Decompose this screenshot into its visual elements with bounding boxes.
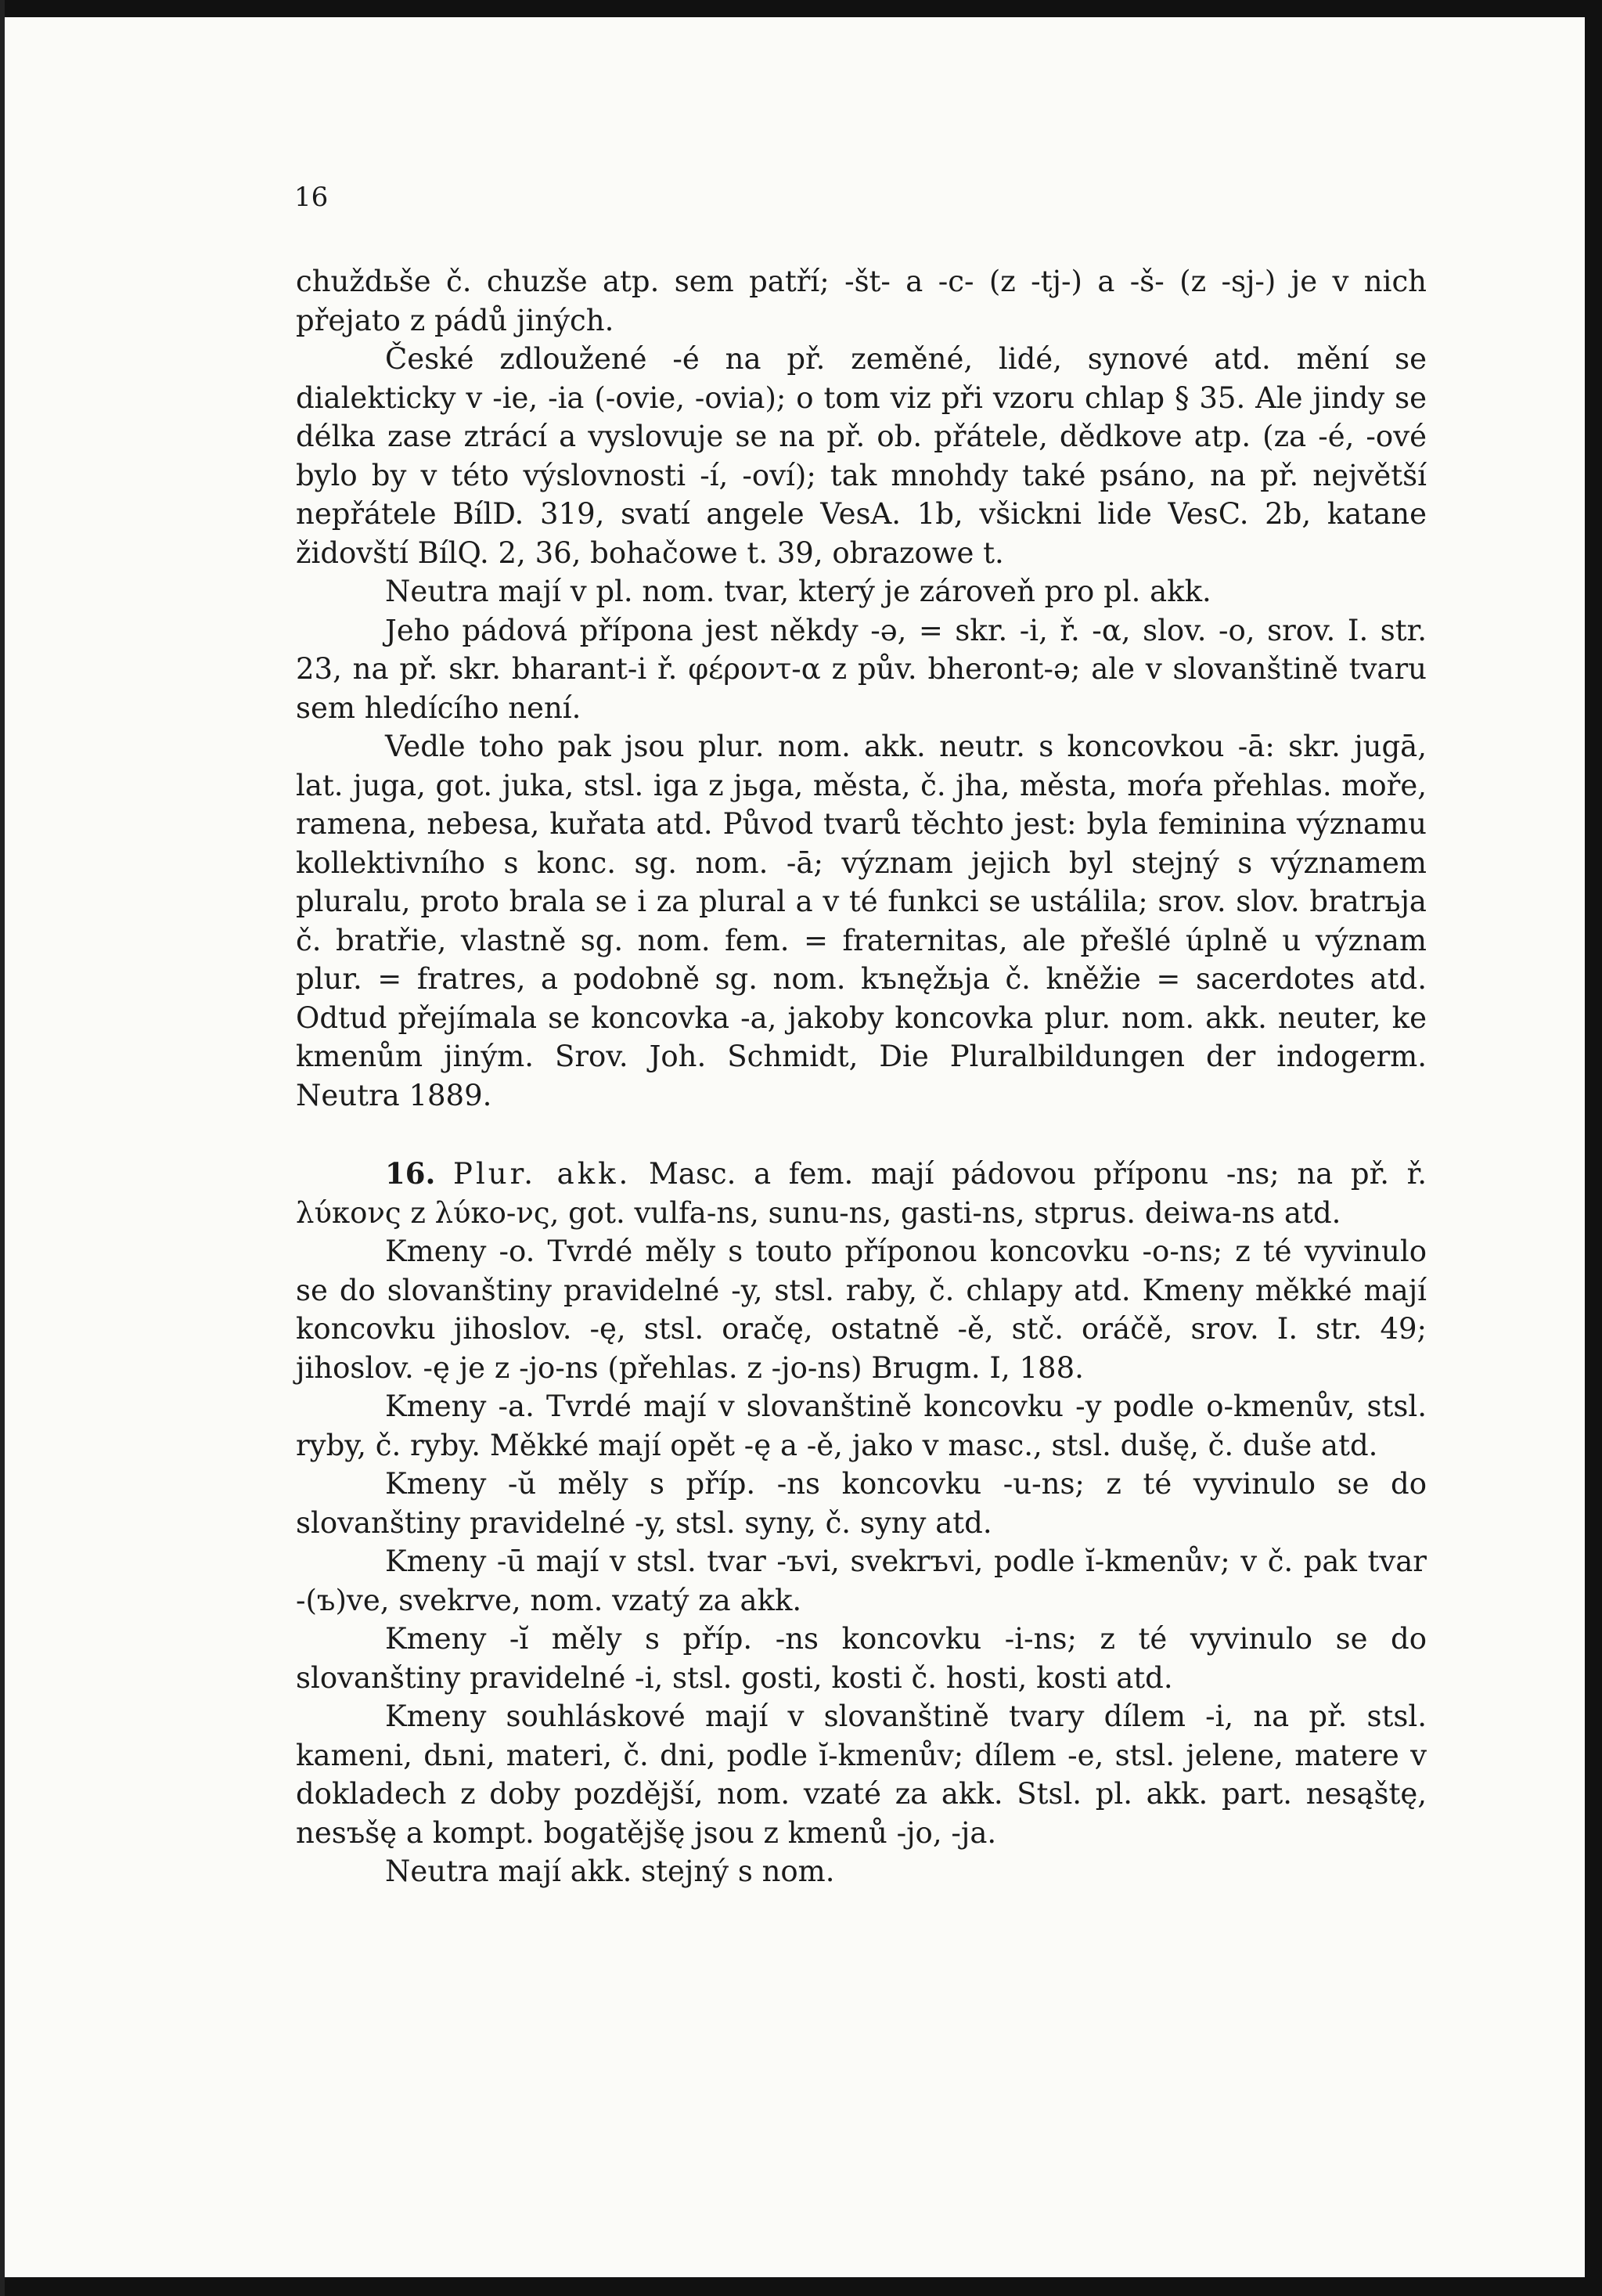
section-first-text: Masc. a fem. mají pádovou příponu -ns; na př. ř. λύκονς z λύκο-νς, got. vulfa-ns, sunu-ns, gasti-ns, stprus. deiwa-ns atd. [296, 1157, 1427, 1230]
paragraph: Kmeny -ū mají v stsl. tvar -ъvi, svekrъvi, podle ĭ-kmenův; v č. pak tvar -(ъ)ve, svekrve, nom. vzatý za akk. [296, 1544, 1427, 1617]
paragraph: Kmeny -a. Tvrdé mají v slovanštině koncovku -y podle o-kmenův, stsl. ryby, č. ryby. Měkké mají opět -ę a -ě, jako v masc., stsl. dušę, č. duše atd. [296, 1389, 1427, 1462]
paragraph: Kmeny -o. Tvrdé měly s touto příponou koncovku -o-ns; z té vyvinulo se do slovanštiny pravidelné -y, stsl. raby, č. chlapy atd. Kmeny měkké mají koncovku jihoslov. -ę, stsl. oračę, ostatně -ě, stč. oráčě, srov. I. str. 49; jihoslov. -ę je z -jo-ns (přehlas. z -jo-ns) Brugm. I, 188. [296, 1235, 1427, 1385]
paragraph: Jeho pádová přípona jest někdy -ə, = skr. -i, ř. -α, slov. -o, srov. I. str. 23, na př. skr. bharant-i ř. φέροντ-α z pův. bheront-ə; ale v slovanštině tvaru sem hledícího není. [296, 613, 1427, 725]
scan-border-top [0, 0, 1602, 17]
paragraph-continued: chuždьše č. chuzše atp. sem patří; -št- a -c- (z -tj-) a -š- (z -sj-) je v nich přejato z pádů jiných. [296, 265, 1427, 337]
paragraph: Vedle toho pak jsou plur. nom. akk. neutr. s koncovkou -ā: skr. jugā, lat. juga, got. juka, stsl. iga z jьga, města, č. jha, města, moŕa přehlas. moře, ramena, nebesa, kuřata atd. Původ tvarů těchto jest: byla feminina významu kollektivního s konc. sg. nom. -ā; význam jejich byl stejný s významem pluralu, proto brala se i za plural a v té funkci se ustálila; srov. slov. bratrьja č. bratřie, vlastně sg. nom. fem. = fraternitas, ale přešlé úplně u význam plur. = fratres, a podobně sg. nom. kъnęžьja č. kněžie = sacerdotes atd. Odtud přejímala se koncovka -a, jakoby koncovka plur. nom. akk. neuter, ke kmenům jiným. Srov. Joh. Schmidt, Die Pluralbildungen der indogerm. Neutra 1889. [296, 730, 1427, 1112]
body-text [296, 262, 1427, 1891]
page-number: 16 [294, 182, 329, 213]
paragraph: Kmeny -ŭ měly s příp. -ns koncovku -u-ns; z té vyvinulo se do slovanštiny pravidelné -y, stsl. syny, č. syny atd. [296, 1467, 1427, 1540]
paragraph: Kmeny souhláskové mají v slovanštině tvary dílem -i, na př. stsl. kameni, dьni, materi, č. dni, podle ĭ-kmenův; dílem -e, stsl. jelene, matere v dokladech z doby pozdější, nom. vzaté za akk. Stsl. pl. akk. part. nesąštę, nesъšę a kompt. bogatějšę jsou z kmenů -jo, -ja. [296, 1699, 1427, 1850]
paragraph: Kmeny -ĭ měly s příp. -ns koncovku -i-ns; z té vyvinulo se do slovanštiny pravidelné -i, stsl. gosti, kosti č. hosti, kosti atd. [296, 1622, 1427, 1695]
paragraph: České zdloužené -é na př. zeměné, lidé, synové atd. mění se dialekticky v -ie, -ia (-ovie, -ovia); o tom viz při vzoru chlap § 35. Ale jindy se délka zase ztrácí a vyslovuje se na př. ob. přátele, dědkove atp. (za -é, -ové bylo by v této výslovnosti -í, -oví); tak mnohdy také psáno, na př. největší nepřátele BílD. 319, svatí angele VesA. 1b, všickni lide VesC. 2b, katane židovští BílQ. 2, 36, bohačowe t. 39, obrazowe t. [296, 342, 1427, 570]
scan-border-bottom [0, 2277, 1602, 2296]
scan-border-right [1585, 0, 1602, 2296]
section-gap [296, 1115, 1427, 1155]
paragraph: Neutra mají akk. stejný s nom. [385, 1854, 835, 1888]
section-heading: Plur. akk. [453, 1157, 632, 1191]
section-number: 16. [385, 1156, 436, 1191]
section-opening-paragraph [296, 1155, 1427, 1232]
paragraph: Neutra mají v pl. nom. tvar, který je zároveň pro pl. akk. [385, 575, 1211, 608]
scan-border-left [0, 0, 5, 2296]
